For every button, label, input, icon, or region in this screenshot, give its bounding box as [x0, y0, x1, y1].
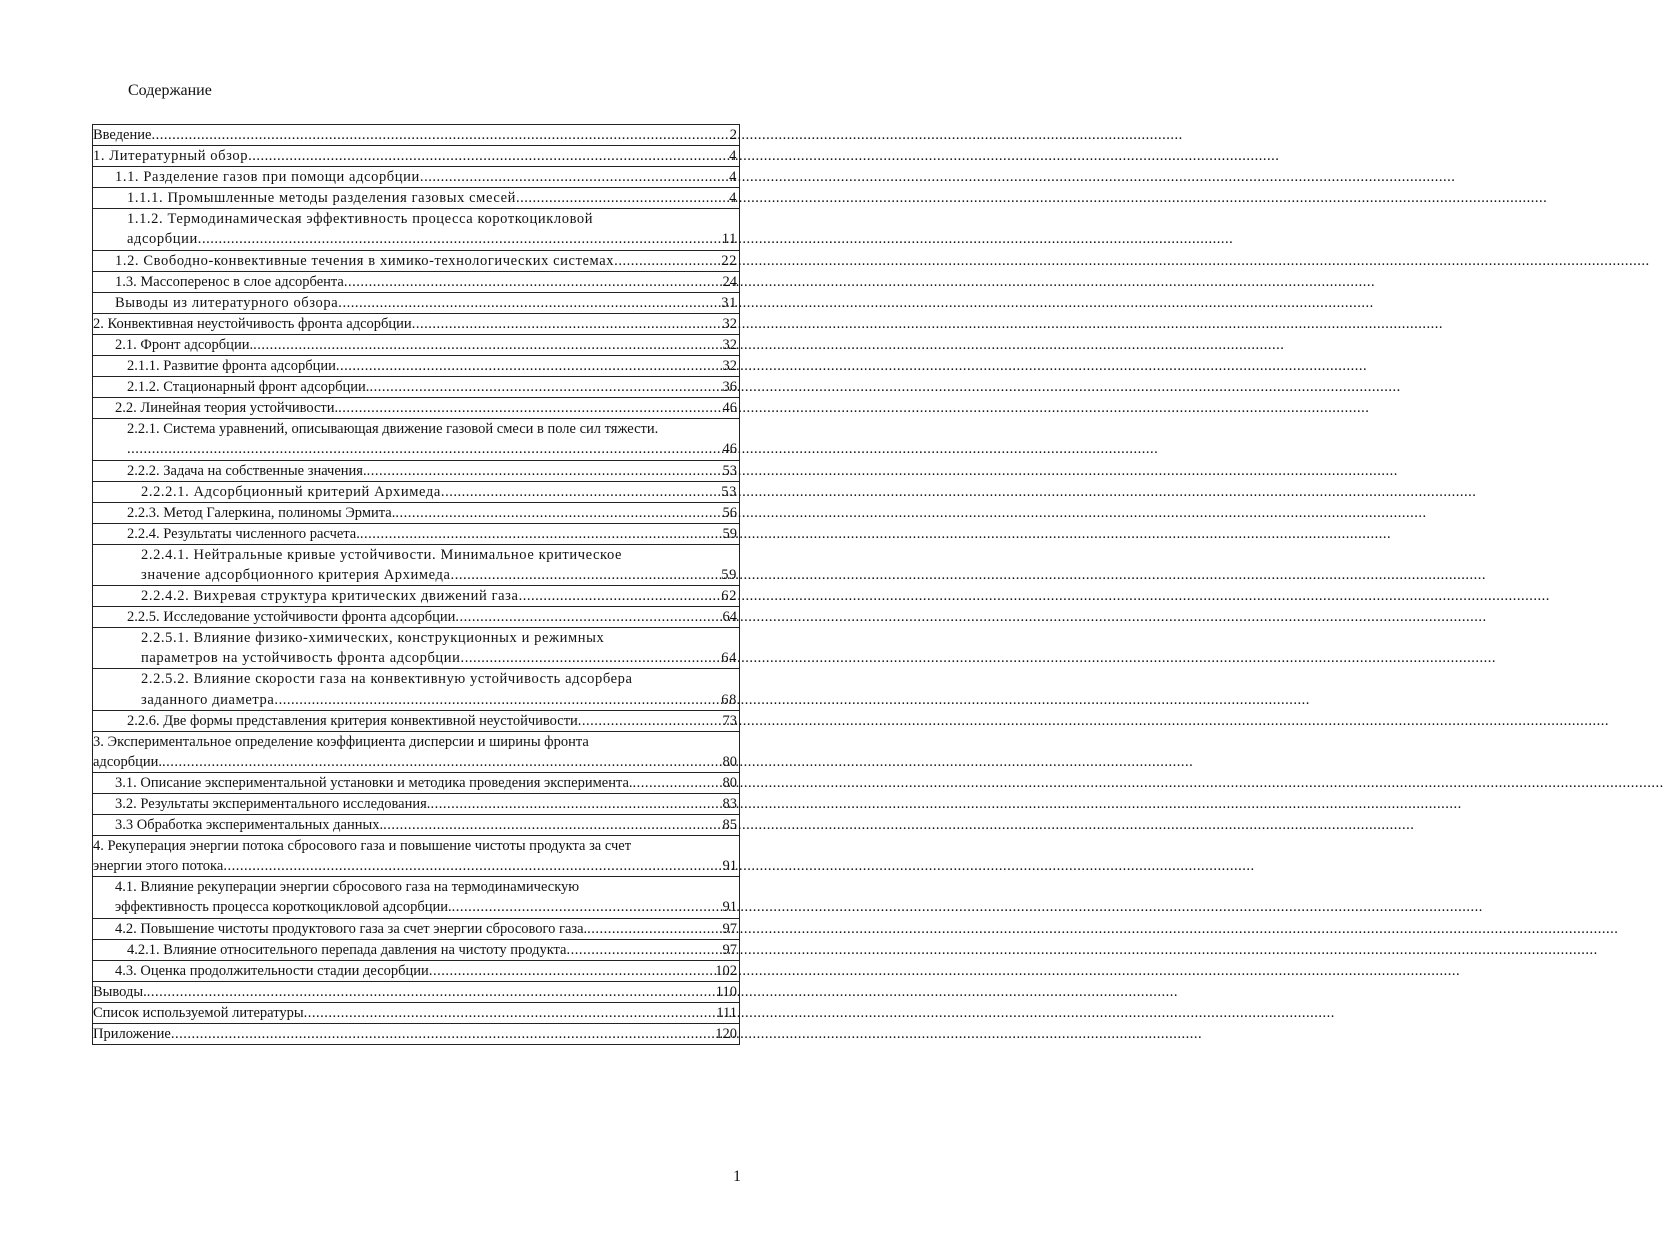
toc-entry[interactable]	[93, 940, 739, 961]
toc-entry-line	[93, 836, 737, 856]
toc-entry[interactable]	[93, 1024, 739, 1044]
toc-entry-title: 1.3. Массоперенос в слое адсорбента	[115, 273, 344, 290]
dot-leader	[342, 293, 720, 313]
toc-entry-title: 4.1. Влияние рекуперации энергии сбросового газа на термодинамическую	[115, 879, 580, 896]
toc-entry-line	[141, 545, 737, 565]
toc-entry-title: 2.2.1. Система уравнений, описывающая движение газовой смеси в поле сил тяжести.	[127, 421, 659, 438]
toc-entry-page: 4	[729, 169, 737, 186]
dot-leader	[383, 815, 721, 835]
toc-entry-line	[115, 877, 737, 897]
toc-entry-title: 2.2.3. Метод Галеркина, полиномы Эрмита.	[127, 504, 396, 521]
toc-entry-line	[115, 293, 737, 313]
toc-entry-title: 3.1. Описание экспериментальной установки и методика проведения эксперимента.	[115, 774, 633, 791]
toc-entry-title: Введение	[93, 127, 152, 143]
toc-entry-line	[115, 167, 737, 187]
dot-leader	[578, 711, 722, 731]
toc-entry-title: 4.2. Повышение чистоты продуктового газа за счет энергии сбросового газа.	[115, 920, 588, 937]
toc-entry-page: 59	[722, 525, 737, 542]
toc-entry[interactable]	[93, 773, 739, 794]
toc-entry[interactable]	[93, 356, 739, 377]
toc-entry[interactable]	[93, 209, 739, 250]
toc-entry-title: 2.2.5.1. Влияние физико-химических, конструкционных и режимных	[141, 630, 605, 647]
toc-entry-page: 97	[722, 920, 737, 937]
toc-entry-title: 1. Литературный обзор	[93, 148, 249, 165]
dot-leader	[519, 586, 721, 606]
dot-leader	[452, 897, 722, 917]
toc-entry-page: 83	[722, 796, 737, 812]
toc-entry-line	[93, 125, 737, 145]
toc-entry-title: 1.1.2. Термодинамическая эффективность процесса короткоцикловой	[127, 211, 594, 228]
dot-leader	[248, 146, 728, 166]
toc-entry[interactable]	[93, 335, 739, 356]
page-number: 1	[733, 1168, 741, 1185]
toc-entry[interactable]	[93, 586, 739, 607]
toc-entry-title: 3.2. Результаты экспериментального исследования.	[115, 796, 431, 812]
toc-entry[interactable]	[93, 251, 739, 272]
toc-entry-page: 24	[722, 273, 737, 290]
toc-entry[interactable]	[93, 794, 739, 815]
toc-entry-title: Выводы.	[93, 983, 147, 1000]
toc-entry-line	[141, 690, 737, 710]
toc-entry-title: 2.2. Линейная теория устойчивости.	[115, 400, 339, 417]
toc-entry-title: 4.2.1. Влияние относительного перепада давления на чистоту продукта	[127, 941, 567, 958]
dot-leader	[147, 982, 715, 1002]
toc-entry-title: 2. Конвективная неустойчивость фронта адсорбции	[93, 315, 412, 332]
toc-entry-line	[115, 815, 737, 835]
toc-entry-page: 32	[722, 358, 737, 375]
toc-entry[interactable]	[93, 461, 739, 482]
toc-entry[interactable]	[93, 272, 739, 293]
toc-entry-line	[93, 1003, 737, 1023]
toc-entry-page: 97	[722, 941, 737, 958]
toc-entry-line	[127, 439, 737, 459]
toc-entry-page: 80	[722, 753, 737, 770]
toc-entry-page: 11	[721, 231, 737, 248]
toc-entry-line	[141, 628, 737, 648]
toc-entry[interactable]	[93, 607, 739, 628]
dot-leader	[587, 919, 721, 939]
dot-leader	[162, 752, 721, 772]
toc-entry-page: 31	[721, 294, 737, 311]
toc-entry-line	[93, 752, 737, 772]
toc-entry[interactable]	[93, 628, 739, 669]
toc-entry-title: 2.2.5.2. Влияние скорости газа на конвективную устойчивость адсорбера	[141, 671, 633, 688]
toc-entry-title: Список используемой литературы	[93, 1004, 304, 1021]
dot-leader	[455, 607, 721, 627]
toc-entry-line	[127, 419, 737, 439]
dot-leader	[304, 1003, 716, 1023]
toc-entry-line	[127, 229, 737, 249]
toc-entry-line	[115, 773, 737, 793]
toc-entry-page: 64	[721, 650, 737, 667]
toc-entry[interactable]	[93, 1003, 739, 1024]
toc-entry-line	[141, 669, 737, 689]
toc-entry-line	[115, 897, 737, 917]
toc-entry-title: 2.1.2. Стационарный фронт адсорбции.	[127, 379, 370, 396]
toc-entry-page: 64	[722, 609, 737, 626]
dot-leader	[151, 125, 728, 145]
dot-leader	[429, 961, 714, 981]
toc-entry[interactable]	[93, 982, 739, 1003]
toc-entry-line	[115, 272, 737, 292]
toc-entry-page: 62	[721, 588, 737, 605]
dot-leader	[412, 314, 722, 334]
toc-entry[interactable]	[93, 188, 739, 209]
toc-entry-line	[127, 524, 737, 544]
toc-entry-title: 1.1. Разделение газов при помощи адсорбции.	[115, 169, 425, 186]
toc-entry[interactable]	[93, 836, 739, 877]
toc-entry[interactable]	[93, 419, 739, 460]
toc-entry-line	[127, 461, 737, 481]
dot-leader	[344, 272, 722, 292]
toc-entry[interactable]	[93, 524, 739, 545]
toc-entry-title: 4. Рекуперация энергии потока сбросового газа и повышение чистоты продукта за счет	[93, 838, 632, 855]
toc-entry-line	[127, 711, 737, 731]
toc-entry-line	[115, 961, 737, 981]
toc-entry-line	[93, 982, 737, 1002]
toc-entry-page: 4	[729, 148, 737, 165]
toc-entry-page: 53	[722, 462, 737, 479]
toc-entry-line	[141, 586, 737, 606]
toc-entry-line	[141, 648, 737, 668]
toc-entry-line	[127, 188, 737, 208]
toc-entry[interactable]	[93, 314, 739, 335]
toc-entry[interactable]	[93, 732, 739, 773]
toc-entry-title: 2.2.2. Задача на собственные значения.	[127, 462, 367, 479]
toc-entry-line	[93, 1024, 737, 1044]
toc-entry-title: 2.1. Фронт адсорбции.	[115, 336, 254, 353]
toc-entry-line	[141, 482, 737, 502]
toc-entry-line	[93, 856, 737, 876]
toc-entry-title: 3.3 Обработка экспериментальных данных.	[115, 817, 384, 834]
dot-leader	[455, 565, 721, 585]
dot-leader	[369, 377, 721, 397]
dot-leader	[465, 648, 721, 668]
toc-entry-page: 91	[722, 899, 737, 916]
toc-entry[interactable]	[93, 167, 739, 188]
dot-leader	[279, 690, 721, 710]
dot-leader	[202, 229, 721, 249]
toc-entry-line	[93, 314, 737, 334]
dot-leader	[567, 940, 722, 960]
toc-entry-line	[127, 940, 737, 960]
toc-entry-line	[127, 209, 737, 229]
toc-entry[interactable]	[93, 482, 739, 503]
toc-entry-line	[115, 919, 737, 939]
toc-entry[interactable]	[93, 398, 739, 419]
dot-leader	[367, 461, 722, 481]
toc-entry-title: значение адсорбционного критерия Архимеда.	[141, 566, 455, 583]
toc-entry-title: Приложение	[93, 1026, 171, 1043]
toc-entry[interactable]	[93, 815, 739, 836]
toc-entry[interactable]	[93, 293, 739, 314]
toc-entry-page: 32	[722, 315, 737, 332]
toc-entry-title: энергии этого потока	[93, 858, 224, 875]
dot-leader	[223, 856, 721, 876]
toc-entry-page: 2	[729, 127, 737, 143]
toc-entry-line	[93, 146, 737, 166]
toc-entry[interactable]	[93, 669, 739, 710]
toc-entry[interactable]	[93, 711, 739, 732]
toc-entry-page: 68	[721, 691, 737, 708]
toc-entry[interactable]	[93, 919, 739, 940]
toc-entry-page: 53	[721, 483, 737, 500]
dot-leader	[424, 167, 728, 187]
toc-entry-title: Выводы из литературного обзора.	[115, 294, 343, 311]
toc-entry-title: параметров на устойчивость фронта адсорбции.	[141, 650, 465, 667]
toc-entry-title: заданного диаметра.	[141, 691, 279, 708]
toc-entry-line	[115, 251, 737, 271]
dot-leader	[618, 251, 720, 271]
toc-entry[interactable]	[93, 146, 739, 167]
toc-entry-page: 46	[722, 441, 737, 458]
page-title: Содержание	[128, 82, 212, 99]
toc-entry-line	[115, 794, 737, 814]
toc-entry-title: 2.2.2.1. Адсорбционный критерий Архимеда.	[141, 483, 446, 500]
toc-entry-page: 73	[722, 712, 737, 729]
toc-entry-page: 102	[715, 962, 737, 979]
toc-entry-page: 120	[715, 1026, 737, 1043]
toc-entry-page: 80	[722, 774, 737, 791]
toc-entry-page: 111	[716, 1004, 737, 1021]
dot-leader	[516, 188, 728, 208]
toc-entry-line	[127, 377, 737, 397]
toc-entry-page: 46	[722, 400, 737, 417]
toc-entry-page: 59	[721, 566, 737, 583]
toc-entry-page: 85	[722, 817, 737, 834]
dot-leader	[171, 1024, 714, 1044]
toc-entry-title: адсорбции.	[93, 753, 163, 770]
toc-entry-title: 2.2.4. Результаты численного расчета.	[127, 525, 360, 542]
dot-leader	[253, 335, 721, 355]
toc-entry-title: 2.2.4.1. Нейтральные кривые устойчивости. Минимальное критическое	[141, 546, 623, 563]
toc-entry-line	[115, 398, 737, 418]
toc-entry[interactable]	[93, 877, 739, 918]
toc-entry-line	[127, 356, 737, 376]
dot-leader	[445, 482, 720, 502]
dot-leader	[338, 398, 721, 418]
toc-entry-page: 110	[715, 983, 737, 1000]
toc-entry[interactable]	[93, 961, 739, 982]
toc-entry-page: 36	[722, 379, 737, 396]
toc-entry-line	[127, 607, 737, 627]
toc-entry-page: 22	[721, 252, 737, 269]
dot-leader	[127, 439, 722, 459]
toc-entry-line	[93, 732, 737, 752]
toc-entry-title: 4.3. Оценка продолжительности стадии десорбции	[115, 962, 429, 979]
toc-entry-title: адсорбции.	[127, 231, 203, 248]
toc-entry-title: 2.2.4.2. Вихревая структура критических движений газа	[141, 588, 519, 605]
dot-leader	[395, 503, 721, 523]
toc-entry-title: 1.1.1. Промышленные методы разделения газовых смесей	[127, 190, 516, 207]
toc-entry-line	[127, 503, 737, 523]
toc-entry[interactable]	[93, 503, 739, 524]
toc-entry[interactable]	[93, 545, 739, 586]
toc-entry-line	[141, 565, 737, 585]
toc-entry[interactable]	[93, 125, 739, 146]
toc-entry-page: 4	[729, 190, 737, 207]
toc-entry-title: 2.2.5. Исследование устойчивости фронта адсорбции	[127, 609, 456, 626]
toc-entry-title: 2.2.6. Две формы представления критерия конвективной неустойчивости	[127, 712, 578, 729]
toc-entry-page: 56	[722, 504, 737, 521]
toc-entry-title: 2.1.1. Развитие фронта адсорбции	[127, 358, 336, 375]
toc-entry-page: 91	[722, 858, 737, 875]
toc-entry-page: 32	[722, 336, 737, 353]
toc-entry-line	[115, 335, 737, 355]
dot-leader	[430, 794, 721, 814]
toc-entry[interactable]	[93, 377, 739, 398]
dot-leader	[336, 356, 722, 376]
table-of-contents	[92, 124, 740, 1045]
toc-entry-title: эффективность процесса короткоцикловой адсорбции.	[115, 899, 452, 916]
dot-leader	[360, 524, 722, 544]
dot-leader	[633, 773, 722, 793]
toc-entry-title: 3. Экспериментальное определение коэффициента дисперсии и ширины фронта	[93, 733, 589, 750]
toc-entry-title: 1.2. Свободно-конвективные течения в химико-технологических системах.	[115, 252, 619, 269]
